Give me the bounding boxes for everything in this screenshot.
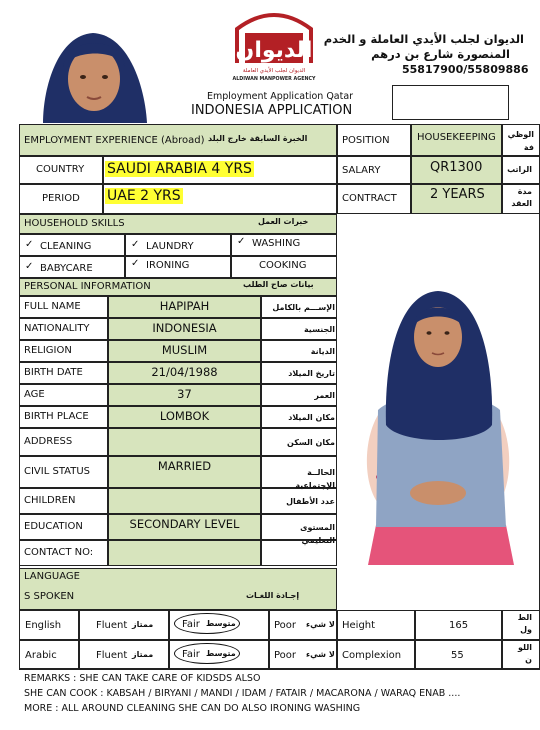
personal-field-label-ar: تاريخ الميلاد (288, 369, 335, 378)
height-label: Height (342, 620, 376, 631)
country-label: COUNTRY (36, 164, 85, 175)
period-value: UAE 2 YRS (107, 188, 181, 204)
position-label: POSITION (342, 135, 390, 146)
fair-label-ar: متوسط (206, 619, 236, 628)
check-icon: ✓ (131, 239, 140, 250)
fluent-label: Fluent (96, 620, 128, 631)
complexion-label-ar: اللو ن (517, 643, 532, 664)
language-name: English (25, 620, 62, 631)
fluent-label-ar: ممتاز (132, 620, 154, 629)
poor-label-ar: لا شيء (306, 650, 335, 659)
personal-label: PERSONAL INFORMATION (24, 281, 151, 292)
skill-ironing: IRONING (146, 260, 190, 271)
check-icon: ✓ (237, 236, 246, 247)
fluent-label: Fluent (96, 650, 128, 661)
contract-label-ar: مدة العقد (511, 187, 532, 208)
personal-field-label-ar: العمر (314, 391, 335, 400)
contract-label: CONTRACT (342, 193, 397, 204)
spoken-label-ar: إجـادة اللغـات (246, 591, 300, 600)
experience-label: EMPLOYMENT EXPERIENCE (Abroad) (24, 135, 205, 146)
period-label: PERIOD (42, 193, 80, 204)
personal-field-label: FULL NAME (24, 301, 81, 312)
salary-label-ar: الراتب (507, 165, 532, 174)
personal-field-label: CHILDREN (24, 495, 76, 506)
experience-label-ar: الخبرة السابقة خارج البلد (208, 134, 308, 143)
fair-label: Fair (182, 619, 200, 630)
form-subtitle: INDONESIA APPLICATION (191, 103, 353, 118)
logo-arabic-subtitle: الديوان لجلب الأيدي العاملة (242, 68, 306, 74)
personal-field-label-ar: الديانة (310, 347, 335, 356)
complexion-value: 55 (451, 650, 464, 661)
form-title: Employment Application Qatar (207, 91, 354, 102)
agency-address-arabic: المنصورة شارع بن درهم (371, 47, 510, 61)
logo-english-subtitle: ALDIWAN MANPOWER AGENCY (232, 77, 316, 82)
personal-field-value: 21/04/1988 (151, 365, 218, 379)
logo-text: الديوان (235, 38, 313, 63)
personal-field-value: 37 (177, 387, 192, 401)
personal-field-label: CIVIL STATUS (24, 466, 90, 477)
salary-value: QR1300 (430, 160, 483, 175)
poor-label-ar: لا شيء (306, 620, 335, 629)
personal-field-label: EDUCATION (24, 521, 83, 532)
personal-field-label: ADDRESS (24, 436, 73, 447)
personal-field-label-ar: الحالــة الإجتماعية (295, 468, 335, 490)
personal-field-value: LOMBOK (159, 409, 210, 423)
personal-ar-cell (261, 540, 337, 566)
personal-field-value: SECONDARY LEVEL (129, 517, 240, 531)
fair-label: Fair (182, 649, 200, 660)
skill-cooking: COOKING (259, 260, 307, 271)
personal-field-value: INDONESIA (152, 321, 217, 335)
language-label: LANGUAGE (24, 571, 80, 582)
contract-value: 2 YEARS (430, 187, 485, 202)
poor-label: Poor (274, 650, 297, 661)
height-label-ar: الط ول (517, 613, 532, 634)
country-value: SAUDI ARABIA 4 YRS (107, 161, 252, 177)
remarks-line-3: MORE : ALL AROUND CLEANING SHE CAN DO ALSO IRONING WASHING (24, 703, 361, 714)
remarks-line-1: REMARKS : SHE CAN TAKE CARE OF KIDSDS ALSO (24, 673, 261, 684)
portrait-photo-large (338, 215, 539, 610)
skill-babycare: BABYCARE (40, 263, 93, 274)
position-value: HOUSEKEEPING (417, 132, 496, 143)
complexion-label: Complexion (342, 650, 402, 661)
personal-field-label-ar: مكان السكن (287, 438, 335, 447)
personal-field-label-ar: الجنسية (303, 325, 335, 334)
personal-field-label-ar: الإســـم بالكامل (272, 303, 335, 312)
personal-field-label: CONTACT NO: (24, 547, 94, 558)
agency-logo (231, 5, 317, 83)
reference-box (392, 85, 509, 120)
personal-field-label-ar: المستوى التعليمي (300, 523, 335, 545)
personal-field-label-ar: مكان الميلاد (288, 413, 335, 422)
skill-washing: WASHING (252, 238, 301, 249)
portrait-photo-small (33, 27, 155, 123)
personal-field-label: NATIONALITY (24, 323, 90, 334)
personal-value-cell (108, 488, 261, 514)
skills-label: HOUSEHOLD SKILLS (24, 218, 125, 229)
skill-cleaning: CLEANING (40, 241, 92, 252)
personal-field-label: RELIGION (24, 345, 72, 356)
check-icon: ✓ (25, 261, 34, 272)
skills-label-ar: خبرات العمل (258, 217, 309, 226)
agency-phone: 55817900/55809886 (402, 63, 529, 76)
agency-name-arabic: الديوان لجلب الأيدي العاملة و الخدم (323, 32, 524, 46)
personal-field-value: HAPIPAH (159, 299, 210, 313)
personal-field-value: MARRIED (157, 459, 212, 473)
personal-field-label: BIRTH PLACE (24, 411, 89, 422)
fluent-label-ar: ممتاز (132, 650, 154, 659)
personal-field-label-ar: عدد الأطفال (286, 497, 335, 506)
personal-value-cell (108, 540, 261, 566)
personal-field-value: MUSLIM (161, 343, 208, 357)
position-label-ar: الوظي فة (507, 130, 534, 152)
personal-label-ar: بيانات صاح الطلب (243, 280, 314, 289)
check-icon: ✓ (25, 239, 34, 250)
language-name: Arabic (25, 650, 57, 661)
fair-label-ar: متوسط (206, 649, 236, 658)
personal-value-cell (108, 428, 261, 456)
personal-field-label: BIRTH DATE (24, 367, 83, 378)
salary-label: SALARY (342, 165, 381, 176)
check-icon: ✓ (131, 258, 140, 269)
poor-label: Poor (274, 620, 297, 631)
skill-laundry: LAUNDRY (146, 241, 194, 252)
spoken-label: S SPOKEN (24, 591, 75, 602)
height-value: 165 (449, 620, 469, 631)
remarks-line-2: SHE CAN COOK : KABSAH / BIRYANI / MANDI / IDAM / FATAIR / MACARONA / WARAQ ENAB .... (24, 688, 461, 699)
personal-field-label: AGE (24, 389, 45, 400)
